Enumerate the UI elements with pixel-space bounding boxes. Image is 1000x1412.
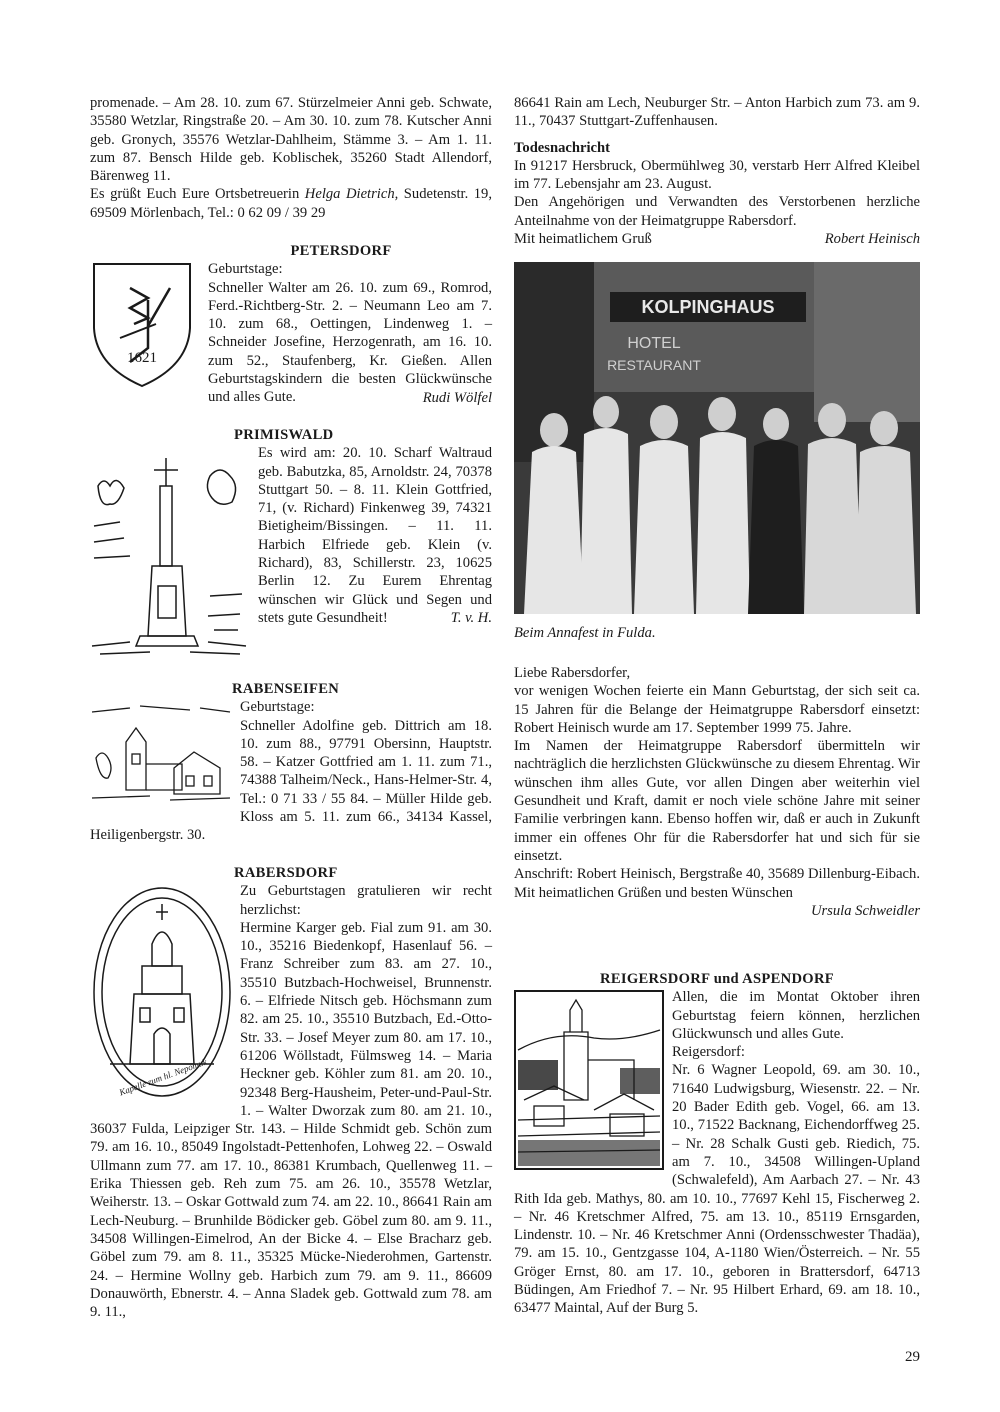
death-notice-text: In 91217 Hersbruck, Obermühlweg 30, verstarb Herr Alfred Kleibel im 77. Lebensjahr am 23. August. <box>514 157 920 193</box>
group-photo <box>514 262 920 614</box>
rabenseifen-title: RABENSEIFEN <box>232 681 340 697</box>
photo-sign-hotel: HOTEL <box>627 335 681 352</box>
death-notice-title: Todesnachricht <box>514 139 610 156</box>
letter-address: Anschrift: Robert Heinisch, Bergstraße 40, 35689 Dillenburg-Eibach. <box>514 866 920 883</box>
photo-caption: Beim Annafest in Fulda. <box>514 625 656 641</box>
intro-section <box>90 94 492 222</box>
reigersdorf-section <box>514 970 920 1318</box>
crest-year: 1621 <box>127 350 157 367</box>
rabersdorf-intro: Zu Geburtstagen gratulieren wir recht herzlichst: <box>240 883 492 918</box>
right-top-paragraph: 86641 Rain am Lech, Neuburger Str. – Anton Harbich zum 73. am 9. 11., 70437 Stuttgart-Zuffenhausen. <box>514 95 920 130</box>
letter-paragraph-2: Im Namen der Heimatgruppe Rabersdorf übermitteln wir nachträglich die herzlichsten Glückwünsche zu diesem Ehrentag. Wir wünschen ihm alles Gute, vor allen Dingen aber weiterhin viel Gesundheit und Kraft, damit er noch viele schöne Jahre mit seiner Familie verbringen kann. Ebenso hoffen wir, daß er auch in Zukunft immer ein offenes Ohr für die Rabersdorfer hat und sich für sie einsetzt. <box>514 738 920 864</box>
group-photo-image <box>514 262 920 614</box>
death-notice-signature: Robert Heinisch <box>824 231 920 248</box>
rabersdorf-chapel-illustration <box>90 884 236 1102</box>
letter-closing: Mit heimatlichen Grüßen und besten Wünschen <box>514 884 793 901</box>
primiswald-text: Es wird am: 20. 10. Scharf Waltraud geb. Babutzka, 85, Arnoldstr. 24, 70378 Stuttgart 50. – 8. 11. Klein Gottfried, 71, (v. Richard) Finkenweg 39, 74321 Bietigheim/Bissingen. – 11. 11. Harbich Elfriede geb. Klein (v. Richard), 83, Schillerstr. 23, 10625 Berlin 12. Zu Eurem Ehrentag wünschen wir Glück und Segen und stets gute Gesundheit! <box>258 445 492 626</box>
primiswald-title: PRIMISWALD <box>234 427 334 443</box>
petersdorf-label: Geburtstage: <box>208 261 283 278</box>
death-notice-closing: Mit heimatlichem Gruß Robert Heinisch <box>514 231 920 248</box>
birthday-letter-section <box>514 664 920 920</box>
photo-sign-kolpinghaus: KOLPINGHAUS <box>641 297 775 317</box>
rabenseifen-section <box>90 680 492 845</box>
photo-sign-restaurant: RESTAURANT <box>607 357 701 373</box>
petersdorf-title: PETERSDORF <box>290 243 392 259</box>
primiswald-signature: T. v. H. <box>450 610 492 627</box>
reigersdorf-text: Nr. 6 Wagner Leopold, 69. am 30. 10., 71640 Ludwigsburg, Wiesenstr. 22. – Nr. 20 Bader Edith geb. Vogel, 66. am 13. 10., 71522 Backnang, Eichendorffweg 25. – Nr. 28 Schalk Gusti geb. Riedich, 75. am 7. 10., 34508 Willingen-Upland (Schwalefeld), Am Aarbach 27. – Nr. 43 Rith Ida geb. Mathys, 80. am 10. 10., 77697 Kehl 15, Fischerweg 2. – Nr. 46 Kretschmer Alfred, 75. am 13. 10., 85119 Ernsgarden, Lindenstr. 10. – Nr. 46 Kretschmer Anni (Ordensschwester Thadäa), 79. am 15. 10., Gentzgasse 104, A-1180 Wien/Österreich. – Nr. 55 Gröger Ernst, 80. am 17. 10., geboren in Brattersdorf, 64713 Büdingen, Am Friedhof 7. – Nr. 95 Hilbert Erhard, 69. am 18. 10., 63477 Maintal, Auf der Burg 5. <box>514 1062 920 1317</box>
petersdorf-text: Schneller Walter am 26. 10. zum 69., Romrod, Ferd.-Richtberg-Str. 2. – Neumann Leo am 7. 10. zum 68., Oettingen, Lindenweg 1. – Schneider Josefine, Herzogenrath, am 16. 10. zum 52., Staufenberg, Kr. Gießen. Allen Geburtstagskindern die besten Glückwünsche und alles Gute. <box>208 279 492 406</box>
rabersdorf-title: RABERSDORF <box>234 865 338 881</box>
reigersdorf-village-illustration <box>514 990 666 1172</box>
wayside-cross-illustration <box>90 446 250 664</box>
intro-paragraph: promenade. – Am 28. 10. zum 67. Stürzelmeier Anni geb. Schwate, 35580 Wetzlar, Ringstraße 20. – Am 30. 10. zum 78. Kutscher Anni geb. Gronych, 35576 Wetzlar-Dahlheim, Stämme 3. – Am 1. 11. zum 87. Bensch Hilde geb. Koblischek, 35260 Stadt Allendorf, Bärenweg 11. <box>90 95 492 185</box>
death-notice-condolence: Den Angehörigen und Verwandten des Verstorbenen herzliche Anteilnahme von der Heimatgruppe Rabersdorf. <box>514 194 920 229</box>
chapel-icon <box>90 884 234 1100</box>
right-top-section <box>514 94 920 248</box>
primiswald-section <box>90 426 492 664</box>
reigersdorf-title: REIGERSDORF und ASPENDORF <box>599 971 835 987</box>
petersdorf-crest <box>90 258 198 394</box>
page-number: 29 <box>905 1349 920 1365</box>
rabenseifen-text: Schneller Adolfine geb. Dittrich am 18. 10. zum 88., 97791 Obersinn, Hauptstr. 58. – Katzer Gottfried am 1. 11. zum 71., 74388 Talheim/Neck., Hans-Helmer-Str. 4, Tel.: 0 71 33 / 55 84. – Müller Hilde geb. Kloss am 5. 11. zum 66., 34134 Kassel, Heiligenbergstr. 30. <box>90 717 492 844</box>
rabersdorf-text: Hermine Karger geb. Fial zum 91. am 30. 10., 35216 Biedenkopf, Hasenlauf 56. – Franz Schreiber zum 83. am 27. 10., 35510 Butzbach-Hochweisel, Brunnenstr. 6. – Elfriede Nitsch geb. Höchsmann zum 82. am 25. 10., 35510 Butzbach, Ed.-Otto-Str. 33. – Josef Meyer zum 80. am 17. 10., 61206 Wöllstadt, Fülmsweg 14. – Maria Heckner geb. Köhler zum 81. am 20. 10., 92348 Berg-Hausheim, Peter-und-Paul-Str. 1. – Walter Dworzak zum 80. am 21. 10., 36037 Fulda, Leipziger Str. 143. – Hilde Schmidt geb. Schön zum 79. am 16. 10., 85049 Ingolstadt-Pettenhofen, Lohweg 22. – Oswald Ullmann zum 77. am 17. 10., 86381 Krumbach, Quellenweg 11. – Erika Thiessen geb. Reh zum 75. am 26. 10., 35578 Wetzlar, Weiherstr. 13. – Oskar Gottwald zum 74. am 22. 10., 86641 Rain am Lech-Neuburg. – Brunhilde Bödicker geb. Göbel zum 80. am 9. 11., 34508 Willingen-Eimelrod, An der Bicke 4. – Else Bracharz geb. Göbel zum 79. am 8. 11., 35325 Mücke-Niederohmen, Gartenstr. 24. – Hermine Wollny geb. Harbich zum 79. am 9. 11., 86609 Donauwörth, Ebnerstr. 4. – Anna Sladek geb. Gottwald zum 78. am 9. 11., <box>90 919 492 1321</box>
letter-paragraph-1: vor wenigen Wochen feierte ein Mann Geburtstag, der sich seit ca. 15 Jahren für die Belange der Heimatgruppe Rabersdorf einsetzt: Robert Heinisch wurde am 17. September 1999 75. Jahre. <box>514 683 920 736</box>
reigersdorf-label: Reigersdorf: <box>672 1044 745 1061</box>
rabersdorf-section <box>90 864 492 1321</box>
petersdorf-section <box>90 242 492 407</box>
church-icon <box>90 698 232 806</box>
petersdorf-signature: Rudi Wölfel <box>422 389 492 406</box>
rabenseifen-label: Geburtstage: <box>240 699 315 716</box>
cross-icon <box>90 446 248 660</box>
reigersdorf-intro: Allen, die im Montat Oktober ihren Geburtstag feiern können, herzlichen Glückwunsch und alles Gute. <box>672 989 920 1042</box>
letter-greeting: Liebe Rabersdorfer, <box>514 665 631 681</box>
letter-signature: Ursula Schweidler <box>810 902 920 919</box>
chapel-inscription: Kapelle zum hl. Nepomuk <box>117 1056 209 1098</box>
crest-shield-icon <box>90 258 194 392</box>
village-icon <box>514 990 664 1170</box>
rabenseifen-village-illustration <box>90 698 234 808</box>
intro-greeting: Es grüßt Euch Eure Ortsbetreuerin Helga Dietrich, Sudetenstr. 19, 69509 Mörlenbach, Tel.: 0 62 09 / 39 29 <box>90 186 492 221</box>
